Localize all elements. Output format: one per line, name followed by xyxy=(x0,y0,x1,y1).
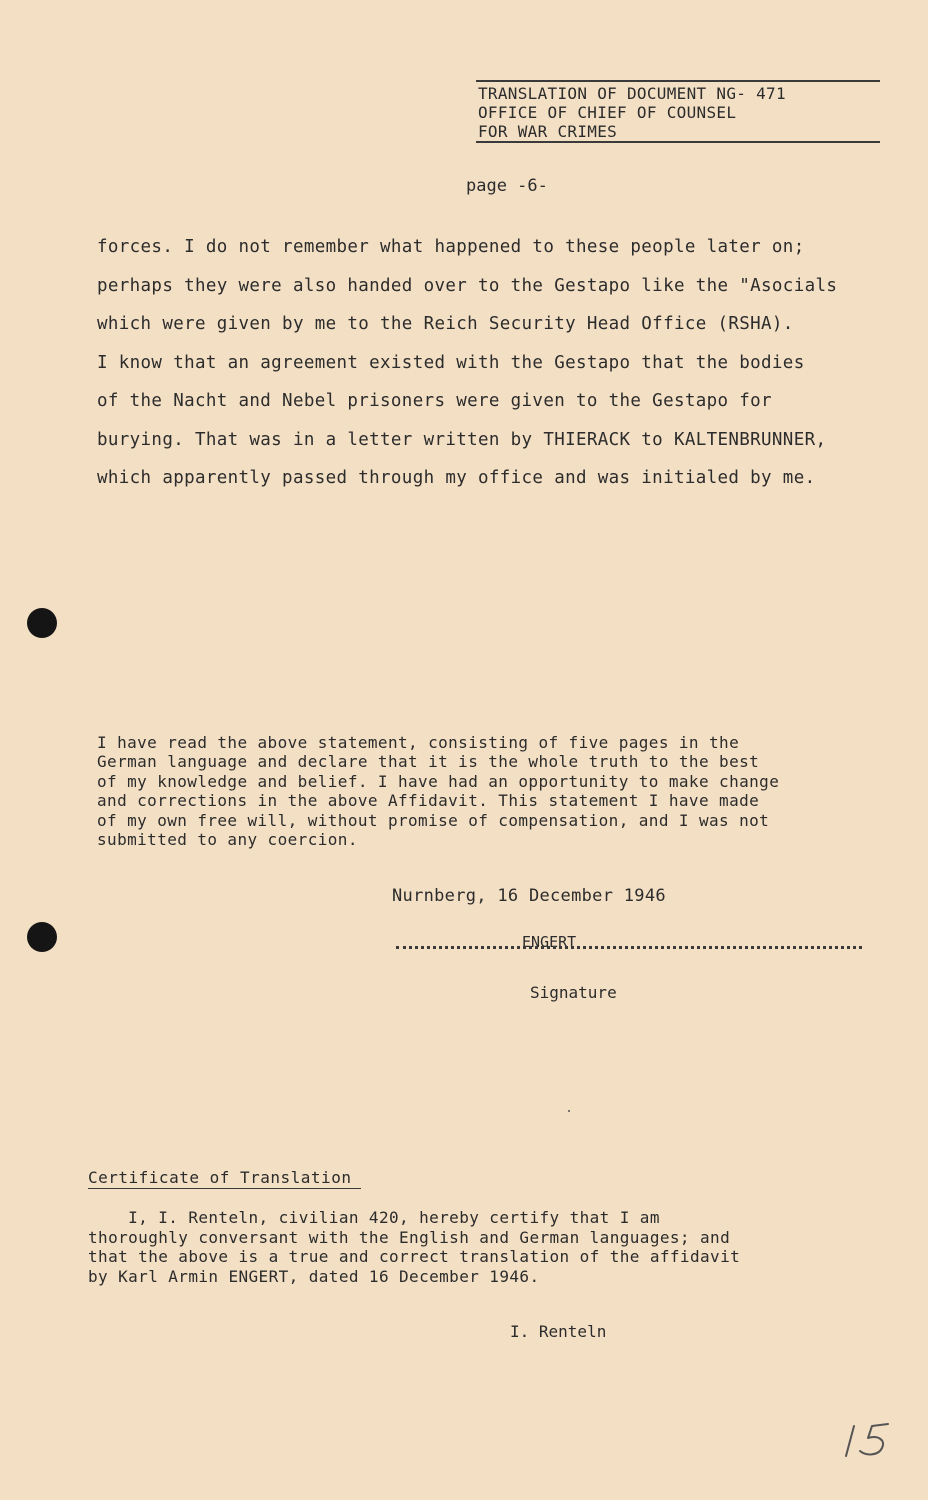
handwritten-folio-number xyxy=(842,1418,902,1467)
statement-line: of my knowledge and belief. I have had an opportunity to make change xyxy=(97,771,780,791)
affidavit-body xyxy=(97,228,887,498)
statement-line: submitted to any coercion. xyxy=(97,830,358,850)
signature-label: Signature xyxy=(530,983,617,1002)
place-date: Nurnberg, 16 December 1946 xyxy=(392,886,666,906)
document-header xyxy=(476,80,880,143)
punch-hole-top xyxy=(27,608,57,638)
body-line: of the Nacht and Nebel prisoners were given to the Gestapo for xyxy=(97,391,772,411)
body-line: forces. I do not remember what happened to these people later on; xyxy=(97,237,805,257)
body-line: burying. That was in a letter written by THIERACK to KALTENBRUNNER, xyxy=(97,429,827,450)
certificate-text xyxy=(88,1208,888,1286)
body-line: which were given by me to the Reich Security Head Office (RSHA). xyxy=(97,314,794,334)
header-line-3: FOR WAR CRIMES xyxy=(478,122,618,141)
certificate-line: that the above is a true and correct translation of the affidavit xyxy=(88,1247,741,1266)
certificate-heading: Certificate of Translation xyxy=(88,1168,361,1189)
body-line: I know that an agreement existed with the Gestapo that the bodies xyxy=(97,352,805,373)
certificate-line: thoroughly conversant with the English and German languages; and xyxy=(88,1227,731,1247)
certificate-line: by Karl Armin ENGERT, dated 16 December 1946. xyxy=(88,1266,540,1286)
punch-hole-bottom xyxy=(27,922,57,952)
signature-dotted-line xyxy=(396,946,862,949)
statement-line: German language and declare that it is the whole truth to the best xyxy=(97,752,760,772)
translator-name: I. Renteln xyxy=(510,1322,607,1341)
body-line: perhaps they were also handed over to the Gestapo like the "Asocials xyxy=(97,275,838,296)
page-number: page -6- xyxy=(466,176,548,196)
stray-mark xyxy=(568,1110,570,1112)
signatory-name: ENGERT xyxy=(522,933,577,951)
statement-line: I have read the above statement, consisting of five pages in the xyxy=(97,733,740,752)
statement-line: of my own free will, without promise of compensation, and I was not xyxy=(97,810,770,830)
body-line: which apparently passed through my office and was initialed by me. xyxy=(97,468,816,488)
statement-line: and corrections in the above Affidavit. This statement I have made xyxy=(97,791,760,811)
header-line-1: TRANSLATION OF DOCUMENT NG- 471 xyxy=(478,84,786,103)
header-line-2: OFFICE OF CHIEF OF COUNSEL xyxy=(478,103,737,122)
folio-number-handwriting xyxy=(842,1418,902,1463)
statement-declaration xyxy=(97,733,887,849)
certificate-line: I, I. Renteln, civilian 420, hereby certify that I am xyxy=(88,1208,660,1227)
